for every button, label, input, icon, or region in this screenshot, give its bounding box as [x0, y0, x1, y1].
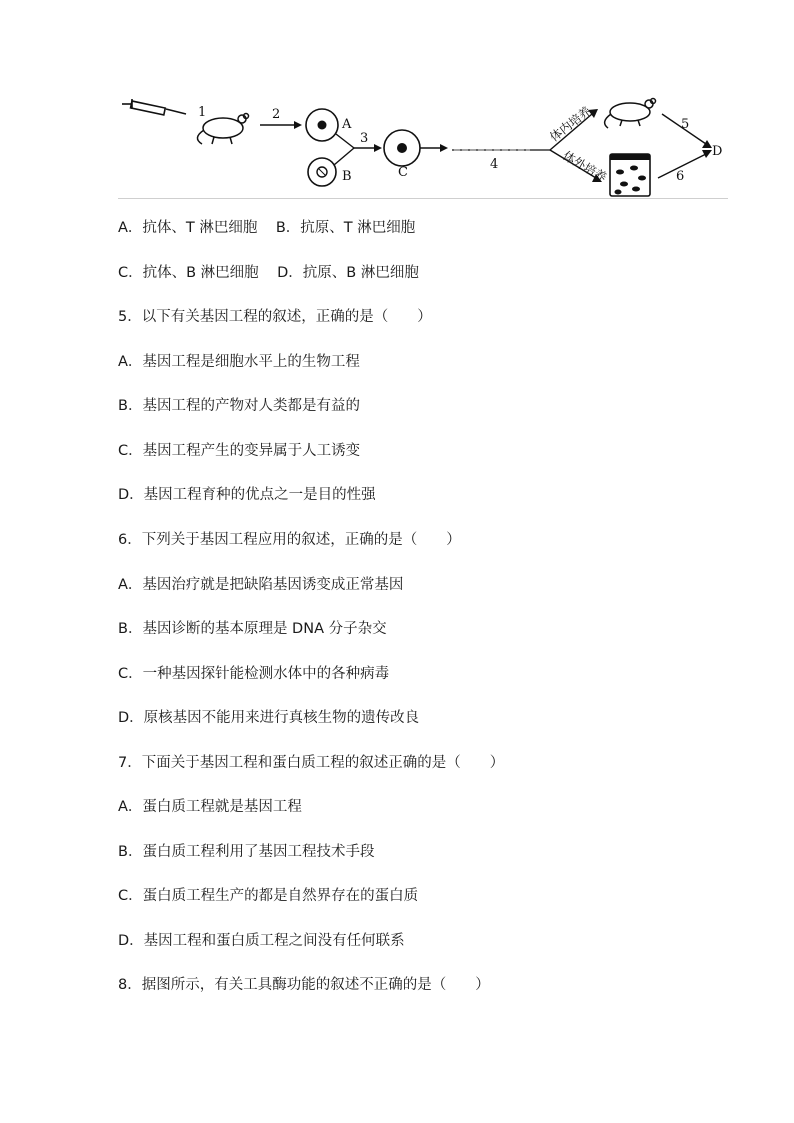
step-1-label: 1 [198, 105, 207, 120]
question-7: 7．下面关于基因工程和蛋白质工程的叙述正确的是（ ） [118, 755, 505, 771]
question-5: 5．以下有关基因工程的叙述，正确的是（ ） [118, 309, 432, 325]
option-row-ab: A．抗体、T 淋巴细胞 B．抗原、T 淋巴细胞 [118, 220, 416, 236]
option-row-cd: C．抗体、B 淋巴细胞 D．抗原、B 淋巴细胞 [118, 265, 419, 281]
q5-option-b: B．基因工程的产物对人类都是有益的 [118, 398, 360, 414]
diagram-svg [118, 92, 728, 200]
result-d-label: D [712, 144, 723, 159]
question-8: 8．据图所示，有关工具酶功能的叙述不正确的是（ ） [118, 977, 490, 993]
q5-option-d: D．基因工程育种的优点之一是目的性强 [118, 487, 376, 503]
q6-option-c: C．一种基因探针能检测水体中的各种病毒 [118, 666, 390, 682]
q7-option-b: B．蛋白质工程利用了基因工程技术手段 [118, 844, 375, 860]
q7-option-c: C．蛋白质工程生产的都是自然界存在的蛋白质 [118, 888, 419, 904]
separator-line [118, 198, 728, 199]
q6-option-a: A．基因治疗就是把缺陷基因诱变成正常基因 [118, 577, 404, 593]
q7-option-d: D．基因工程和蛋白质工程之间没有任何联系 [118, 933, 405, 949]
step-4-label: 4 [490, 157, 499, 172]
q5-option-c: C．基因工程产生的变异属于人工诱变 [118, 443, 361, 459]
q6-option-d: D．原核基因不能用来进行真核生物的遗传改良 [118, 710, 420, 726]
q5-option-a: A．基因工程是细胞水平上的生物工程 [118, 354, 360, 370]
q6-option-b: B．基因诊断的基本原理是 DNA 分子杂交 [118, 621, 387, 637]
step-3-label: 3 [360, 131, 369, 146]
in-vivo-label: 体内培养 [547, 103, 594, 145]
question-6: 6．下列关于基因工程应用的叙述，正确的是（ ） [118, 532, 461, 548]
monoclonal-antibody-diagram [118, 92, 728, 200]
syringe-icon [122, 99, 186, 115]
mouse-icon [605, 99, 656, 129]
step-2-label: 2 [272, 107, 281, 122]
cell-b-icon [308, 158, 336, 186]
cell-b-label: B [342, 169, 352, 184]
step-6-label: 6 [676, 169, 685, 184]
culture-flask-icon [610, 154, 650, 196]
cell-c-icon [384, 130, 420, 166]
cell-a-icon [306, 109, 338, 141]
cell-a-label: A [342, 117, 352, 132]
q7-option-a: A．蛋白质工程就是基因工程 [118, 799, 302, 815]
step-5-label: 5 [681, 117, 690, 132]
cell-c-label: C [398, 165, 408, 180]
in-vitro-label: 体外培养 [560, 148, 610, 185]
